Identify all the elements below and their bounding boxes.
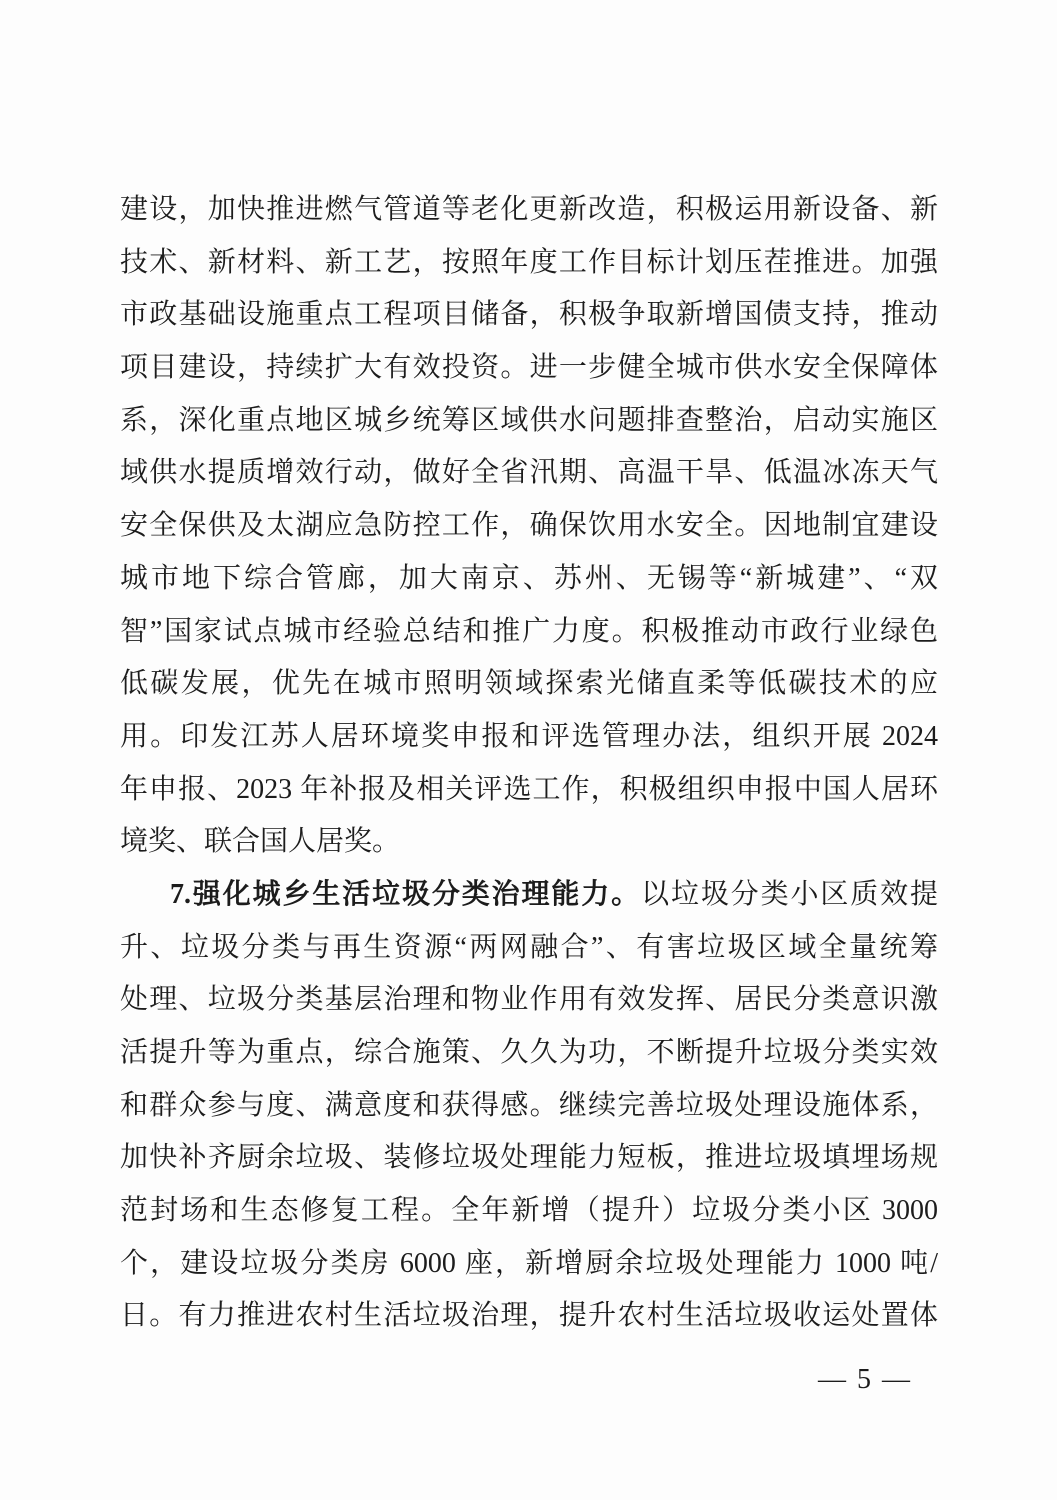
text-line (120, 289, 938, 342)
page-number: — 5 — (818, 1364, 912, 1395)
body-text: 用。印发江苏人居环境奖申报和评选管理办法，组织开展 2024 (120, 720, 938, 752)
text-block (120, 184, 938, 1343)
text-line (120, 447, 938, 500)
body-text: 境奖、联合国人居奖。 (120, 826, 401, 858)
text-line (120, 974, 938, 1027)
body-text: 以垃圾分类小区质效提 (641, 878, 938, 910)
body-text: 安全保供及太湖应急防控工作，确保饮用水安全。因地制宜建设 (120, 510, 938, 542)
text-line (120, 658, 938, 711)
text-line (120, 1027, 938, 1080)
text-line (120, 395, 938, 448)
body-text: 域供水提质增效行动，做好全省汛期、高温干旱、低温冰冻天气 (120, 457, 938, 489)
body-text: 城市地下综合管廊，加大南京、苏州、无锡等“新城建”、“双 (120, 562, 938, 594)
body-text: 市政基础设施重点工程项目储备，积极争取新增国债支持，推动 (120, 299, 938, 331)
body-text: 和群众参与度、满意度和获得感。继续完善垃圾处理设施体系， (120, 1089, 938, 1121)
text-line (120, 342, 938, 395)
body-text: 加快补齐厨余垃圾、装修垃圾处理能力短板，推进垃圾填埋场规 (120, 1142, 938, 1174)
text-line (120, 606, 938, 659)
text-line (120, 1238, 938, 1291)
body-text: 年申报、2023 年补报及相关评选工作，积极组织申报中国人居环 (120, 773, 938, 805)
text-line (120, 1185, 938, 1238)
text-line (120, 711, 938, 764)
text-line (120, 816, 938, 869)
body-text: 系，深化重点地区城乡统筹区域供水问题排查整治，启动实施区 (120, 404, 938, 436)
text-line (120, 1080, 938, 1133)
body-text: 项目建设，持续扩大有效投资。进一步健全城市供水安全保障体 (120, 352, 938, 384)
text-line (120, 869, 938, 922)
body-text: 智”国家试点城市经验总结和推广力度。积极推动市政行业绿色 (120, 615, 938, 647)
body-text: 低碳发展，优先在城市照明领域探索光储直柔等低碳技术的应 (120, 668, 938, 700)
text-line (120, 237, 938, 290)
body-text: 升、垃圾分类与再生资源“两网融合”、有害垃圾区域全量统筹 (120, 931, 938, 963)
body-text: 技术、新材料、新工艺，按照年度工作目标计划压茬推进。加强 (120, 246, 938, 278)
body-text: 处理、垃圾分类基层治理和物业作用有效发挥、居民分类意识激 (120, 984, 938, 1016)
text-line (120, 500, 938, 553)
text-line (120, 764, 938, 817)
section-heading-text: 7.强化城乡生活垃圾分类治理能力。 (170, 878, 642, 910)
body-text: 范封场和生态修复工程。全年新增（提升）垃圾分类小区 3000 (120, 1195, 938, 1227)
body-text: 建设，加快推进燃气管道等老化更新改造，积极运用新设备、新 (120, 194, 938, 225)
body-text: 日。有力推进农村生活垃圾治理，提升农村生活垃圾收运处置体 (120, 1300, 938, 1332)
text-line (120, 553, 938, 606)
body-text: 活提升等为重点，综合施策、久久为功，不断提升垃圾分类实效 (120, 1037, 938, 1068)
text-line (120, 1132, 938, 1185)
body-text: 个，建设垃圾分类房 6000 座，新增厨余垃圾处理能力 1000 吨/ (120, 1247, 938, 1279)
text-line (120, 1290, 938, 1343)
text-line (120, 184, 938, 237)
text-line (120, 922, 938, 975)
